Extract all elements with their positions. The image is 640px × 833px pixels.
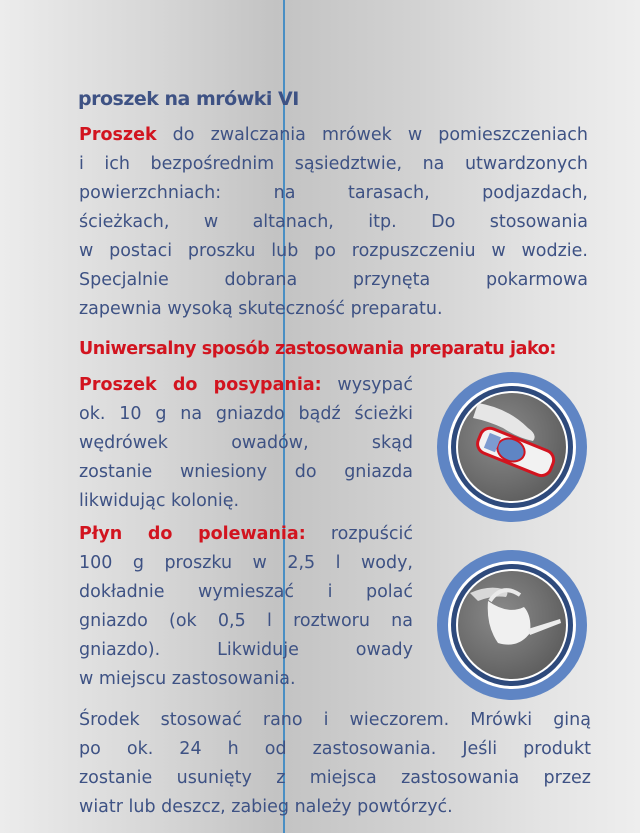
method-line: Płyn do polewania: rozpuścić	[79, 524, 413, 544]
method-label: Płyn do polewania:	[79, 524, 306, 544]
intro-lead: Proszek	[79, 125, 157, 145]
intro-line: Proszek do zwalczania mrówek w pomieszczeniach	[79, 125, 588, 145]
outro-line: Środek stosować rano i wieczorem. Mrówki giną	[79, 710, 591, 730]
outro-line: zostanie usunięty z miejsca zastosowania przez	[79, 768, 591, 788]
method-line: 100 g proszku w 2,5 l wody,	[79, 553, 413, 573]
intro-line: Specjalnie dobrana przynęta pokarmowa	[79, 270, 588, 290]
intro-paragraph	[79, 121, 588, 324]
intro-line: i ich bezpośrednim sąsiedztwie, na utwardzonych	[79, 154, 588, 174]
watering-photo	[437, 550, 587, 700]
method-line: ok. 10 g na gniazdo bądź ścieżki	[79, 404, 413, 424]
method-line: gniazdo). Likwiduje owady	[79, 640, 413, 660]
universal-heading: Uniwersalny sposób zastosowania preparatu jako:	[79, 339, 557, 359]
sprinkle-photo	[437, 372, 587, 522]
method-line: dokładnie wymieszać i polać	[79, 582, 413, 602]
intro-line: powierzchniach: na tarasach, podjazdach,	[79, 183, 588, 203]
powder-container-image	[458, 393, 566, 501]
method-line: wędrówek owadów, skąd	[79, 433, 413, 453]
outro-line: wiatr lub deszcz, zabieg należy powtórzyć.	[79, 797, 453, 817]
method-line: zostanie wniesiony do gniazda	[79, 462, 413, 482]
method-water	[79, 520, 413, 694]
method-sprinkle	[79, 371, 413, 516]
outro-line: po ok. 24 h od zastosowania. Jeśli produkt	[79, 739, 591, 759]
page-title: proszek na mrówki VI	[78, 88, 299, 110]
intro-line: zapewnia wysoką skuteczność preparatu.	[79, 299, 443, 319]
method-line: Proszek do posypania: wysypać	[79, 375, 413, 395]
intro-line: w postaci proszku lub po rozpuszczeniu w wodzie.	[79, 241, 588, 261]
method-line: w miejscu zastosowania.	[79, 669, 296, 689]
watering-can-image	[458, 571, 566, 679]
outro-paragraph	[79, 706, 591, 822]
method-line: likwidując kolonię.	[79, 491, 240, 511]
intro-line: ścieżkach, w altanach, itp. Do stosowania	[79, 212, 588, 232]
method-label: Proszek do posypania:	[79, 375, 322, 395]
method-line: gniazdo (ok 0,5 l roztworu na	[79, 611, 413, 631]
